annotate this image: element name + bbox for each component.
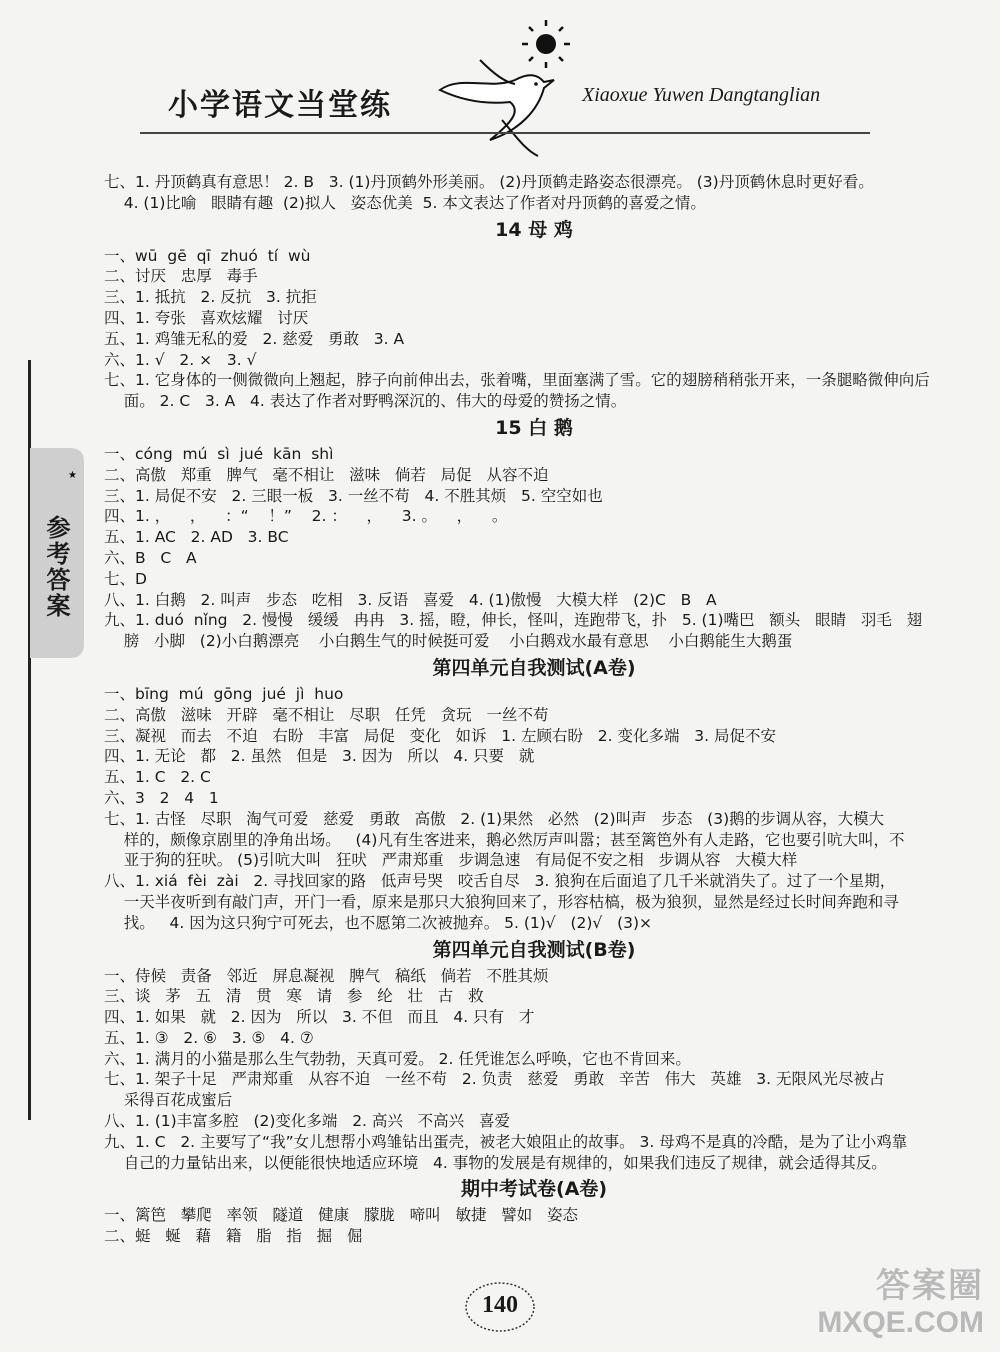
watermark [818,1258,988,1348]
section-title: 15 白 鹅 [495,416,573,439]
answer-line: 一、wū gē qī zhuó tí wù [104,246,311,265]
answer-line: 八、1. (1)丰富多腔 (2)变化多端 2. 高兴 不高兴 喜爱 [104,1112,510,1131]
answer-line: 五、1. 鸡雏无私的爱 2. 慈爱 勇敢 3. A [104,329,405,348]
section-title: 第四单元自我测试(A卷) [432,656,636,679]
answer-line: 二、高傲 滋味 开辟 毫不相让 尽职 任凭 贪玩 一丝不苟 [104,705,549,724]
answer-line: 七、1. 它身体的一侧微微向上翘起，脖子向前伸出去，张着嘴，里面塞满了雪。它的翅膀稍稍张开来，一条腿略微伸向后 [104,371,930,390]
watermark-text: 答案圈 [876,1266,984,1306]
answer-line: 膀 小脚 (2)小白鹅漂亮 小白鹅生气的时候挺可爱 小白鹅戏水最有意思 小白鹅能生大鹅蛋 [104,632,793,651]
answer-line: 一天半夜听到有敲门声，开门一看，原来是那只大狼狗回来了，形容枯槁，极为狼狈，显然是经过长时间奔跑和寻 [104,892,899,911]
answer-line: 六、3 2 4 1 [104,788,219,807]
answer-line: 九、1. C 2. 主要写了“我”女儿想帮小鸡雏钻出蛋壳，被老大娘阻止的故事。 3. 母鸡不是真的冷酷，是为了让小鸡靠 [104,1132,908,1151]
answer-line: 八、1. xiá fèi zài 2. 寻找回家的路 低声号哭 咬舌自尽 3. 狼狗在后面追了几千米就消失了。过了一个星期， [104,872,896,891]
answer-line: 三、1. 局促不安 2. 三眼一板 3. 一丝不苟 4. 不胜其烦 5. 空空如也 [104,486,603,505]
answer-line: 四、1. ， ， ：“ ！” 2. ： ， 3. 。 ， 。 [104,507,508,526]
side-label: 参考答案 [42,515,70,619]
answer-line: 三、谈 茅 五 清 贯 寒 请 参 纶 壮 古 救 [104,987,484,1006]
answer-line: 三、凝视 而去 不迫 右盼 丰富 局促 变化 如诉 1. 左顾右盼 2. 变化多端 3. 局促不安 [104,726,776,745]
answer-line: 七、1. 丹顶鹤真有意思！ 2. B 3. (1)丹顶鹤外形美丽。 (2)丹顶鹤走路姿态很漂亮。 (3)丹顶鹤休息时更好看。 [104,173,874,191]
answer-line: 七、1. 古怪 尽职 淘气可爱 慈爱 勇敢 高傲 2. (1)果然 必然 (2)叫声 步态 (3)鹅的步调从容，大模大 [104,809,885,828]
answer-line: 一、篱笆 攀爬 率领 隧道 健康 朦胧 啼叫 敏捷 譬如 姿态 [104,1206,579,1225]
answer-line: 亚于狗的狂吠。 (5)引吭大叫 狂吠 严肃郑重 步调急速 有局促不安之相 步调从容 大模大样 [104,851,798,870]
section-title: 第四单元自我测试(B卷) [432,938,636,961]
answer-line: 四、1. 如果 就 2. 因为 所以 3. 不但 而且 4. 只有 才 [104,1008,535,1027]
answer-line: 采得百花成蜜后 [104,1091,233,1110]
answer-line: 八、1. 白鹅 2. 叫声 步态 吃相 3. 反语 喜爱 4. (1)傲慢 大模大样 (2)C B A [104,590,717,609]
answer-line: 五、1. ③ 2. ⑥ 3. ⑤ 4. ⑦ [104,1028,314,1047]
answer-line: 六、1. 满月的小猫是那么生气勃勃，天真可爱。 2. 任凭谁怎么呼唤，它也不肯回来。 [104,1049,691,1068]
answer-line: 样的，颇像京剧里的净角出场。 (4)凡有生客进来，鹅必然厉声叫嚣；甚至篱笆外有人走路，它也要引吭大叫，不 [104,830,905,849]
answer-line: 四、1. 无论 都 2. 虽然 但是 3. 因为 所以 4. 只要 就 [104,747,535,766]
answer-line: 面。 2. C 3. A 4. 表达了作者对野鸭深沉的、伟大的母爱的赞扬之情。 [104,392,627,411]
answer-line: 六、B C A [104,548,197,567]
answer-line: 4. (1)比喻 眼睛有趣 (2)拟人 姿态优美 5. 本文表达了作者对丹顶鹤的喜爱之情。 [104,193,706,212]
answer-line: 七、D [104,569,147,588]
answer-content [104,172,964,1247]
answer-line: 一、cóng mú sì jué kān shì [104,444,334,463]
book-title: 小学语文当堂练 [168,88,392,123]
header-rule [140,132,870,134]
answer-line: 一、bīng mú gōng jué jì huo [104,684,344,703]
answer-line: 三、1. 抵抗 2. 反抗 3. 抗拒 [104,288,317,307]
answer-line: 二、讨厌 忠厚 毒手 [104,267,258,286]
page-number-text: 140 [482,1292,518,1318]
page-header [0,0,1000,175]
watermark-url: MXQE.COM [817,1306,984,1339]
answer-line: 自己的力量钻出来，以便能很快地适应环境 4. 事物的发展是有规律的，如果我们违反了规律，就会适得其反。 [104,1153,887,1172]
section-title: 期中考试卷(A卷) [460,1178,608,1201]
answer-line: 找。 4. 因为这只狗宁可死去，也不愿第二次被抛弃。 5. (1)√ (2)√ (3)× [104,913,653,932]
svg-text:★: ★ [68,470,77,481]
book-title-pinyin: Xiaoxue Yuwen Dangtanglian [582,84,821,106]
answer-line: 一、侍候 责备 邻近 屏息凝视 脾气 稿纸 倘若 不胜其烦 [104,966,549,985]
answer-line: 二、蜓 蜒 藉 籍 脂 指 掘 倔 [104,1227,363,1246]
answer-line: 七、1. 架子十足 严肃郑重 从容不迫 一丝不苟 2. 负责 慈爱 勇敢 辛苦 伟大 英雄 3. 无限风光尽被占 [104,1070,885,1089]
page-number [462,1280,538,1334]
answer-line: 五、1. C 2. C [104,768,211,787]
answer-line: 五、1. AC 2. AD 3. BC [104,528,289,547]
answer-line: 六、1. √ 2. × 3. √ [104,350,257,369]
answer-line: 二、高傲 郑重 脾气 毫不相让 滋味 倘若 局促 从容不迫 [104,465,549,484]
answer-line: 四、1. 夸张 喜欢炫耀 讨厌 [104,308,309,327]
answer-line: 九、1. duó nǐng 2. 慢慢 缓缓 冉冉 3. 摇，瞪，伸长，怪叫，连跑带飞，扑 5. (1)嘴巴 额头 眼睛 羽毛 翅 [104,611,923,630]
section-title: 14 母 鸡 [495,218,573,241]
